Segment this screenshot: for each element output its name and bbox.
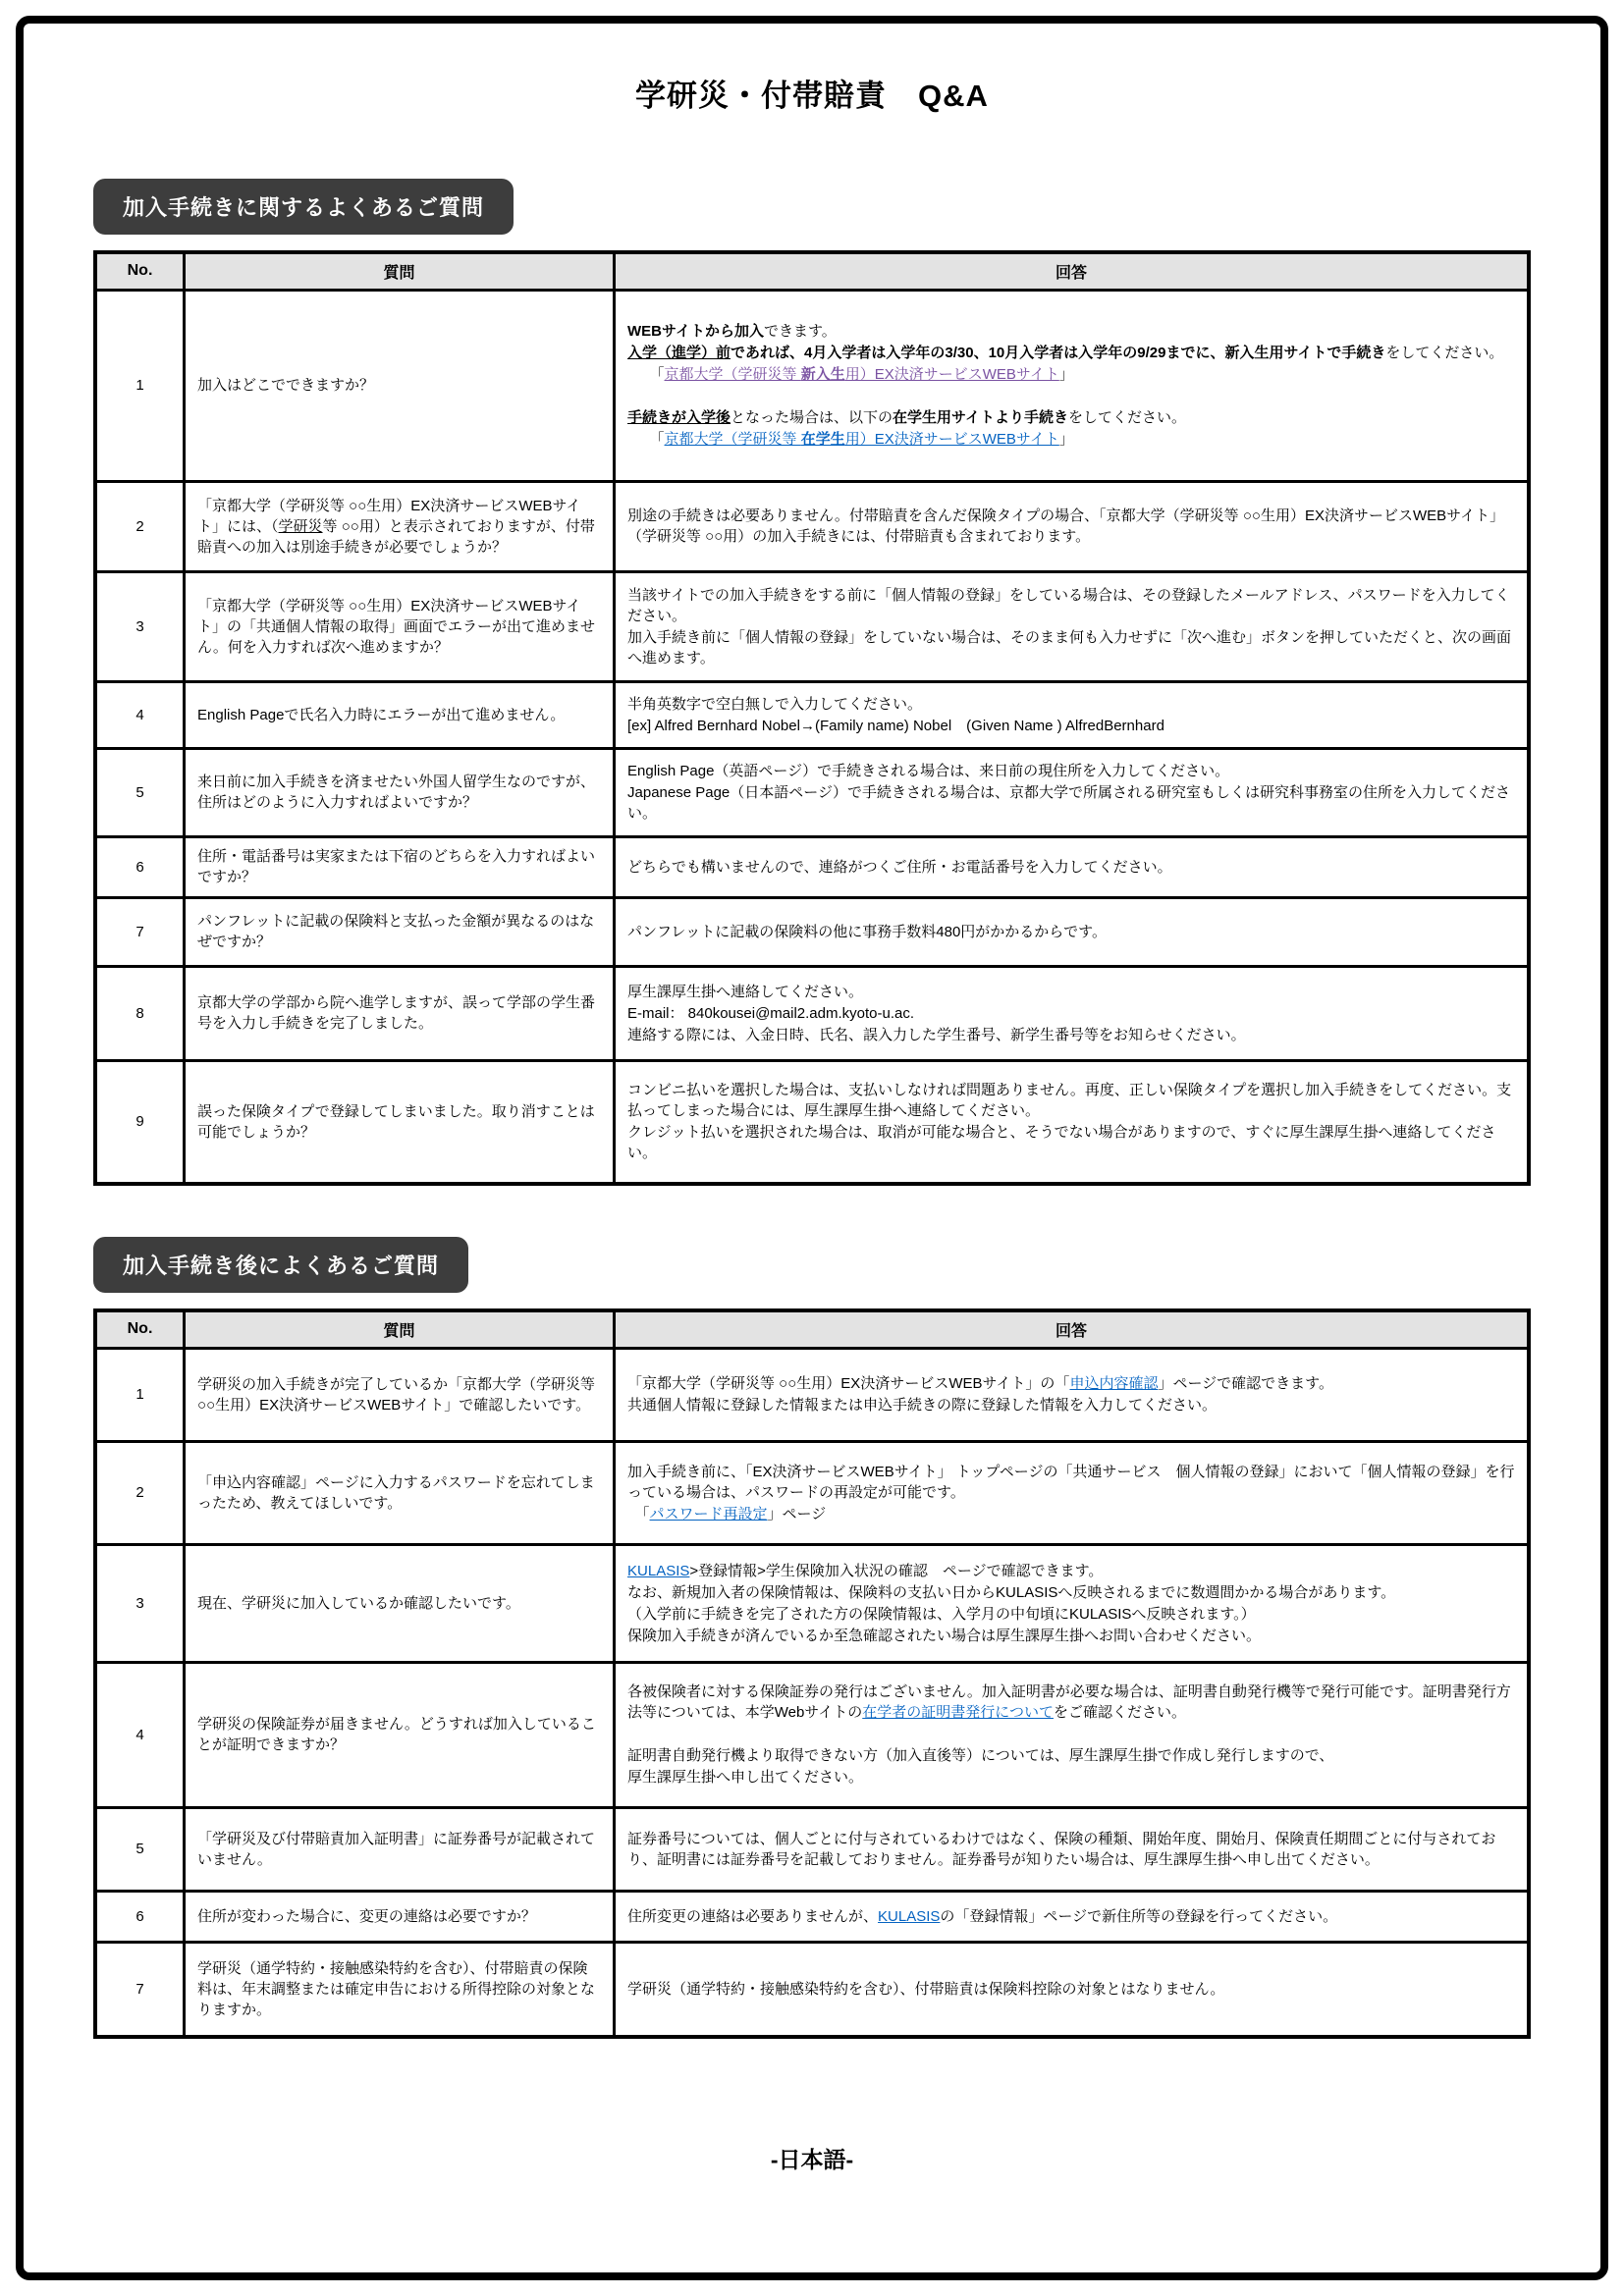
text-segment: 「学研災及び付帯賠責加入証明書」に証券番号が記載されていません。 bbox=[197, 1830, 596, 1868]
text-segment: 「 bbox=[627, 1505, 650, 1522]
paragraph bbox=[627, 386, 1515, 406]
question-cell bbox=[185, 836, 615, 897]
question-cell bbox=[185, 1942, 615, 2037]
hyperlink[interactable]: KULASIS bbox=[627, 1562, 690, 1579]
text-segment: をしてください。 bbox=[1068, 409, 1187, 426]
hyperlink[interactable]: 新入生 bbox=[800, 366, 845, 383]
answer-cell bbox=[615, 836, 1529, 897]
paragraph bbox=[627, 1906, 1515, 1927]
row-number-cell: 8 bbox=[95, 966, 185, 1060]
text-segment: 加入手続き前に「個人情報の登録」をしていない場合は、そのまま何も入力せずに「次へ進む」ボタンを押していただくと、次の画面へ進めます。 bbox=[627, 628, 1512, 667]
paragraph bbox=[627, 1682, 1515, 1723]
paragraph bbox=[197, 1906, 601, 1927]
text-segment: 住所・電話番号は実家または下宿のどちらを入力すればよいですか？ bbox=[197, 848, 596, 885]
paragraph bbox=[197, 1374, 601, 1415]
paragraph bbox=[627, 1767, 1515, 1788]
text-segment: Japanese Page（日本語ページ）で手続きされる場合は、京都大学で所属される研究室もしくは研究科事務室の住所を入力してください。 bbox=[627, 784, 1510, 822]
answer-cell bbox=[615, 966, 1529, 1060]
text-segment: であれば、4月入学者は入学年の3/30、10月入学者は入学年の9/29までに、新入生用サイトで手続き bbox=[731, 345, 1386, 361]
paragraph bbox=[627, 429, 1515, 450]
row-number-cell: 7 bbox=[95, 897, 185, 966]
paragraph bbox=[627, 694, 1515, 715]
section-after-enrollment bbox=[93, 1186, 1531, 2039]
text-segment: 誤った保険タイプで登録してしまいました。取り消すことは可能でしょうか？ bbox=[197, 1102, 595, 1141]
row-number-cell: 9 bbox=[95, 1060, 185, 1184]
text-segment: 住所が変わった場合に、変更の連絡は必要ですか？ bbox=[197, 1907, 536, 1925]
text-segment: 現在、学研災に加入しているか確認したいです。 bbox=[197, 1594, 520, 1612]
question-cell bbox=[185, 748, 615, 836]
column-header: 回答 bbox=[615, 252, 1529, 290]
answer-cell bbox=[615, 1807, 1529, 1891]
paragraph bbox=[627, 1462, 1515, 1503]
answer-cell bbox=[615, 1544, 1529, 1662]
faq-row bbox=[95, 897, 1529, 966]
text-segment: 証明書自動発行機より取得できない方（加入直後等）については、厚生課厚生掛で作成し発行しますので、 bbox=[627, 1747, 1334, 1764]
text-segment: 「京都大学（学研災等 ○○生用）EX決済サービスWEBサイト」の「共通個人情報の取得」画面でエラーが出て進めません。何を入力すれば次へ進めますか？ bbox=[197, 597, 596, 656]
text-segment: 住所変更の連絡は必要ありませんが、 bbox=[627, 1907, 879, 1925]
text-segment: 学研災（通学特約・接触感染特約を含む）、付帯賠責の保険料は、年末調整または確定申告における所得控除の対象となりますか。 bbox=[197, 1959, 596, 2018]
faq-row bbox=[95, 836, 1529, 897]
faq-row bbox=[95, 1891, 1529, 1942]
paragraph bbox=[197, 496, 601, 558]
row-number-cell: 4 bbox=[95, 681, 185, 748]
paragraph bbox=[627, 1003, 1515, 1024]
text-segment: 来日前に加入手続きを済ませたい外国人留学生なのですが、住所はどのように入力すればよいですか？ bbox=[197, 774, 596, 811]
text-segment: 半角英数字で空白無しで入力してください。 bbox=[627, 695, 923, 713]
row-number-cell: 5 bbox=[95, 748, 185, 836]
question-cell bbox=[185, 1441, 615, 1544]
paragraph bbox=[197, 705, 601, 725]
faq-row bbox=[95, 290, 1529, 481]
faq-row bbox=[95, 1662, 1529, 1807]
page-title: 学研災・付帯賠責 Q&A bbox=[635, 79, 989, 113]
answer-cell bbox=[615, 681, 1529, 748]
question-cell bbox=[185, 897, 615, 966]
text-segment: 」 bbox=[1058, 366, 1074, 383]
paragraph bbox=[627, 1025, 1515, 1045]
paragraph bbox=[627, 506, 1515, 547]
section-heading-badge: 加入手続き後によくあるご質問 bbox=[93, 1237, 468, 1293]
text-segment: 保険加入手続きが済んでいるか至急確認されたい場合は厚生課厚生掛へお問い合わせください。 bbox=[627, 1627, 1262, 1644]
column-header: 回答 bbox=[615, 1310, 1529, 1348]
hyperlink[interactable]: KULASIS bbox=[878, 1907, 941, 1925]
question-cell bbox=[185, 1807, 615, 1891]
text-segment: をご確認ください。 bbox=[1053, 1704, 1186, 1721]
row-number-cell: 1 bbox=[95, 1348, 185, 1441]
paragraph bbox=[627, 1582, 1515, 1603]
row-number-cell: 2 bbox=[95, 481, 185, 571]
text-segment: 学研災（通学特約・接触感染特約を含む）、付帯賠責は保険料控除の対象とはなりません。 bbox=[627, 1980, 1225, 1998]
text-segment: となった場合は、以下の bbox=[731, 409, 893, 426]
answer-cell bbox=[615, 1942, 1529, 2037]
paragraph bbox=[197, 375, 601, 396]
hyperlink[interactable]: 京都大学（学研災等 bbox=[664, 431, 801, 448]
question-cell bbox=[185, 1662, 615, 1807]
text-segment: コンビニ払いを選択した場合は、支払いしなければ問題ありません。再度、正しい保険タイプを選択し加入手続きをしてください。支払ってしまった場合には、厚生課厚生掛へ連絡してください。 bbox=[627, 1082, 1512, 1120]
row-number-cell: 7 bbox=[95, 1942, 185, 2037]
text-segment: 当該サイトでの加入手続きをする前に「個人情報の登録」をしている場合は、その登録したメールアドレス、パスワードを入力してください。 bbox=[627, 586, 1510, 624]
faq-row bbox=[95, 1544, 1529, 1662]
text-segment: English Pageで氏名入力時にエラーが出て進めません。 bbox=[197, 706, 566, 723]
text-segment: 学研災の加入手続きが完了しているか「京都大学（学研災等 ○○生用）EX決済サービスWEBサイト」で確認したいです。 bbox=[197, 1375, 596, 1414]
faq-row bbox=[95, 1942, 1529, 2037]
hyperlink[interactable]: 用）EX決済サービスWEBサイト bbox=[844, 366, 1059, 383]
text-segment: クレジット払いを選択された場合は、取消が可能な場合と、そうでない場合がありますので、すぐに厚生課厚生掛へ連絡してください。 bbox=[627, 1124, 1496, 1162]
text-segment: E-mail： 840kousei@mail2.adm.kyoto-u.ac. bbox=[627, 1004, 915, 1022]
faq-row bbox=[95, 748, 1529, 836]
answer-cell bbox=[615, 1441, 1529, 1544]
paragraph bbox=[627, 1724, 1515, 1744]
section-heading-badge: 加入手続きに関するよくあるご質問 bbox=[93, 179, 514, 235]
column-header: 質問 bbox=[185, 252, 615, 290]
paragraph bbox=[197, 1101, 601, 1143]
text-segment: 「申込内容確認」ページに入力するパスワードを忘れてしまったため、教えてほしいです。 bbox=[197, 1473, 595, 1512]
text-segment: 」ページ bbox=[767, 1505, 827, 1522]
table-header-row bbox=[95, 1310, 1529, 1348]
paragraph bbox=[627, 1626, 1515, 1646]
row-number-cell: 6 bbox=[95, 1891, 185, 1942]
text-segment: 等 ○○用）と表示されておりますが、付帯賠責への加入は別途手続きが必要でしょうか？ bbox=[197, 517, 595, 556]
faq-row bbox=[95, 1441, 1529, 1544]
text-segment: >登録情報>学生保険加入状況の確認 ページで確認できます。 bbox=[689, 1562, 1104, 1579]
row-number-cell: 1 bbox=[95, 290, 185, 481]
paragraph bbox=[627, 982, 1515, 1002]
text-segment: 手続きが入学後 bbox=[627, 409, 731, 426]
hyperlink[interactable]: パスワード再設定 bbox=[649, 1505, 768, 1522]
text-segment: 加入はどこでできますか？ bbox=[197, 377, 375, 394]
paragraph bbox=[627, 782, 1515, 824]
hyperlink[interactable]: 在学生 bbox=[800, 431, 845, 448]
hyperlink[interactable]: 申込内容確認 bbox=[1069, 1375, 1159, 1392]
text-segment: 連絡する際には、入金日時、氏名、誤入力した学生番号、新学生番号等をお知らせください。 bbox=[627, 1026, 1246, 1043]
question-cell bbox=[185, 1544, 615, 1662]
paragraph bbox=[627, 1979, 1515, 2000]
text-segment: 」 bbox=[1058, 431, 1074, 448]
row-number-cell: 4 bbox=[95, 1662, 185, 1807]
text-segment: 学研災の保険証券が届きません。どうすれば加入していることが証明できますか？ bbox=[197, 1716, 596, 1753]
text-segment: English Page（英語ページ）で手続きされる場合は、来日前の現住所を入力してください。 bbox=[627, 763, 1230, 779]
paragraph bbox=[627, 1122, 1515, 1163]
text-segment: 別途の手続きは必要ありません。付帯賠責を含んだ保険タイプの場合、「京都大学（学研災等 ○○生用）EX決済サービスWEBサイト」（学研災等 ○○用）の加入手続きには、付帯賠責も含まれております。 bbox=[627, 507, 1505, 545]
column-header: No. bbox=[95, 252, 185, 290]
text-segment: 厚生課厚生掛へ連絡してください。 bbox=[627, 983, 864, 1000]
row-number-cell: 6 bbox=[95, 836, 185, 897]
text-segment: （入学前に手続きを完了された方の保険情報は、入学月の中旬頃にKULASISへ反映されます。） bbox=[627, 1605, 1256, 1623]
question-cell bbox=[185, 571, 615, 681]
answer-cell bbox=[615, 897, 1529, 966]
paragraph bbox=[627, 407, 1515, 428]
paragraph bbox=[627, 1829, 1515, 1870]
paragraph bbox=[627, 761, 1515, 781]
paragraph bbox=[627, 716, 1515, 736]
paragraph bbox=[197, 1714, 601, 1755]
paragraph bbox=[197, 1472, 601, 1514]
paragraph bbox=[627, 1504, 1515, 1524]
answer-cell bbox=[615, 1891, 1529, 1942]
text-segment: 「京都大学（学研災等 ○○生用）EX決済サービスWEBサイト」の「 bbox=[627, 1375, 1070, 1392]
faq-row bbox=[95, 681, 1529, 748]
paragraph bbox=[627, 585, 1515, 626]
paragraph bbox=[627, 1604, 1515, 1625]
answer-cell bbox=[615, 481, 1529, 571]
answer-cell bbox=[615, 1348, 1529, 1441]
answer-cell bbox=[615, 748, 1529, 836]
question-cell bbox=[185, 1060, 615, 1184]
row-number-cell: 5 bbox=[95, 1807, 185, 1891]
text-segment: どちらでも構いませんので、連絡がつくご住所・お電話番号を入力してください。 bbox=[627, 858, 1172, 876]
faq-row bbox=[95, 571, 1529, 681]
question-cell bbox=[185, 681, 615, 748]
paragraph bbox=[197, 1829, 601, 1870]
hyperlink[interactable]: 用）EX決済サービスWEBサイト bbox=[844, 431, 1059, 448]
text-segment: 「 bbox=[627, 431, 665, 448]
paragraph bbox=[627, 1745, 1515, 1766]
question-cell bbox=[185, 481, 615, 571]
section-before-enrollment bbox=[93, 116, 1531, 1186]
answer-cell bbox=[615, 290, 1529, 481]
paragraph bbox=[627, 1395, 1515, 1415]
paragraph bbox=[197, 911, 601, 952]
hyperlink[interactable]: 京都大学（学研災等 bbox=[664, 366, 801, 383]
paragraph bbox=[627, 922, 1515, 942]
row-number-cell: 3 bbox=[95, 1544, 185, 1662]
faq-row bbox=[95, 481, 1529, 571]
column-header: No. bbox=[95, 1310, 185, 1348]
answer-cell bbox=[615, 571, 1529, 681]
paragraph bbox=[197, 1593, 601, 1614]
text-segment: 「京都大学（学研災等 ○○生用）EX決済サービスWEBサイト」には、（ bbox=[197, 497, 581, 535]
text-segment: 証券番号については、個人ごとに付与されているわけではなく、保険の種類、開始年度、開始月、保険責任期間ごとに付与されており、証明書には証券番号を記載しておりません。証券番号が知りたい場合は、厚生課厚生掛へ申し出てください。 bbox=[627, 1830, 1496, 1868]
text-segment: をしてください。 bbox=[1385, 345, 1504, 361]
question-cell bbox=[185, 290, 615, 481]
paragraph bbox=[627, 857, 1515, 878]
answer-cell bbox=[615, 1662, 1529, 1807]
answer-cell bbox=[615, 1060, 1529, 1184]
text-segment: 加入手続き前に、「EX決済サービスWEBサイト」 トップページの「共通サービス 個人情報の登録」において「個人情報の登録」を行っている場合は、パスワードの再設定が可能です。 bbox=[627, 1463, 1515, 1501]
question-cell bbox=[185, 1348, 615, 1441]
paragraph bbox=[627, 343, 1515, 363]
paragraph bbox=[627, 364, 1515, 385]
text-segment: の「登録情報」ページで新住所等の登録を行ってください。 bbox=[940, 1907, 1338, 1925]
table-header-row bbox=[95, 252, 1529, 290]
text-segment: なお、新規加入者の保険情報は、保険料の支払い日からKULASISへ反映されるまでに数週間かかる場合があります。 bbox=[627, 1583, 1396, 1601]
paragraph bbox=[197, 1958, 601, 2020]
faq-row bbox=[95, 1807, 1529, 1891]
text-segment: パンフレットに記載の保険料の他に事務手数料480円がかかるからです。 bbox=[627, 923, 1107, 940]
text-segment: 在学生用サイトより手続き bbox=[893, 409, 1068, 426]
text-segment: 各被保険者に対する保険証券の発行はございません。加入証明書が必要な場合は、証明書自動発行機等で発行可能です。証明書発行方法等については、本学Webサイトの bbox=[627, 1683, 1511, 1721]
faq-row bbox=[95, 1348, 1529, 1441]
faq-row bbox=[95, 966, 1529, 1060]
text-segment: 京都大学の学部から院へ進学しますが、誤って学部の学生番号を入力し手続きを完了しました。 bbox=[197, 994, 596, 1032]
paragraph bbox=[627, 627, 1515, 668]
faq-table-after-enrollment bbox=[93, 1308, 1531, 2039]
paragraph bbox=[197, 992, 601, 1034]
text-segment: 」ページで確認できます。 bbox=[1158, 1375, 1333, 1392]
text-segment: 「 bbox=[627, 366, 665, 383]
text-segment: 共通個人情報に登録した情報または申込手続きの際に登録した情報を入力してください。 bbox=[627, 1397, 1218, 1414]
text-segment: 厚生課厚生掛へ申し出てください。 bbox=[627, 1769, 864, 1786]
hyperlink[interactable]: 在学者の証明書発行について bbox=[862, 1704, 1054, 1721]
paragraph bbox=[197, 772, 601, 813]
paragraph bbox=[197, 846, 601, 887]
faq-table-enrollment-procedure bbox=[93, 250, 1531, 1186]
faq-row bbox=[95, 1060, 1529, 1184]
text-segment: できます。 bbox=[763, 323, 837, 340]
question-cell bbox=[185, 1891, 615, 1942]
footer-language-label: -日本語- bbox=[770, 2147, 854, 2172]
text-segment: WEBサイトから加入 bbox=[627, 323, 764, 340]
text-segment: パンフレットに記載の保険料と支払った金額が異なるのはなぜですか？ bbox=[197, 913, 595, 950]
paragraph bbox=[627, 321, 1515, 342]
question-cell bbox=[185, 966, 615, 1060]
text-segment: [ex] Alfred Bernhard Nobel→(Family name) Nobel (Given Name ) AlfredBernhard bbox=[627, 717, 1164, 734]
text-segment: 入学（進学）前 bbox=[627, 345, 731, 361]
paragraph bbox=[197, 596, 601, 658]
paragraph bbox=[627, 1373, 1515, 1394]
paragraph bbox=[627, 1080, 1515, 1121]
column-header: 質問 bbox=[185, 1310, 615, 1348]
row-number-cell: 2 bbox=[95, 1441, 185, 1544]
paragraph bbox=[627, 1561, 1515, 1581]
row-number-cell: 3 bbox=[95, 571, 185, 681]
text-segment: 学研災 bbox=[278, 517, 323, 535]
